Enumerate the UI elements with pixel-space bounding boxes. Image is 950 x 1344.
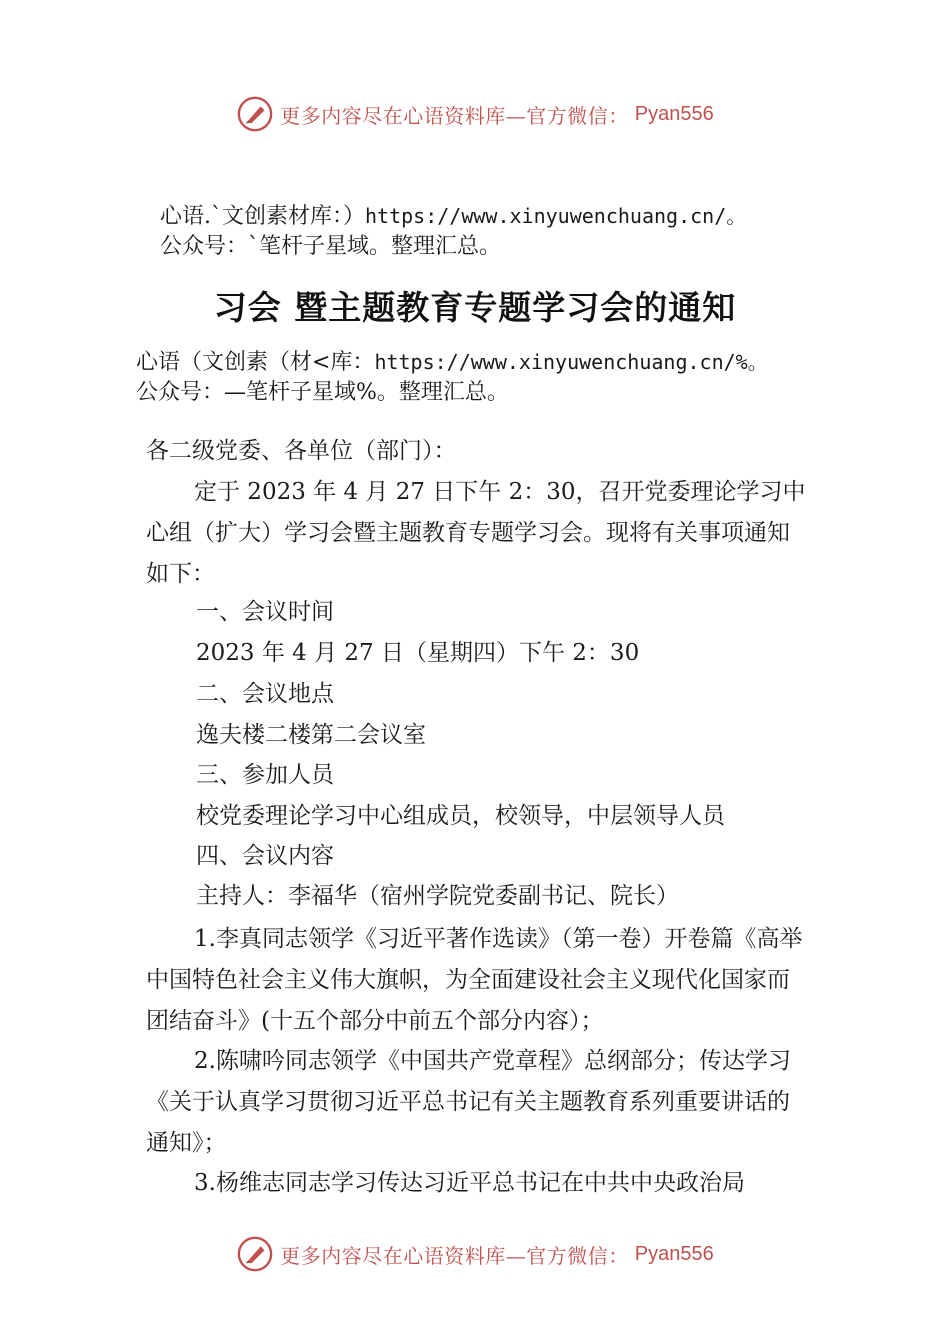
banner-contact: Pyan556 [634, 102, 714, 125]
source-note-2-prefix: 心语（文创素（材<库： [136, 350, 375, 375]
source-note-1-line2: 公众号：`笔杆子星域。整理汇总。 [160, 234, 502, 259]
agenda-item-2: 2.陈啸吟同志领学《中国共产党章程》总纲部分；传达学习《关于认真学习贯彻习近平总书记有关主题教育系列重要讲话的通知》； [146, 1048, 791, 1156]
footer-banner [0, 1232, 950, 1276]
banner-text: 更多内容尽在心语资料库—官方微信： [280, 103, 629, 128]
pen-nib-icon [236, 95, 274, 133]
source-note-1-prefix: 心语.`文创素材库：） [160, 204, 365, 229]
section-1-heading: 一、会议时间 [196, 599, 334, 625]
source-note-1-line1 [160, 201, 746, 232]
pen-nib-icon [236, 1235, 274, 1273]
section-1-content: 2023 年 4 月 27 日（星期四）下午 2：30 [196, 640, 640, 666]
header-banner [0, 92, 950, 136]
agenda-item-3: 3.杨维志同志学习传达习近平总书记在中共中央政治局 [194, 1170, 745, 1196]
source-note-2-url: https://www.xinyuwenchuang.cn/%。 [374, 350, 768, 374]
page-title: 习会 暨主题教育专题学习会的通知 [213, 288, 737, 327]
source-note-2-line1 [136, 347, 768, 378]
section-3-content: 校党委理论学习中心组成员，校领导，中层领导人员 [196, 803, 725, 829]
source-note-1-url: https://www.xinyuwenchuang.cn/。 [365, 204, 747, 228]
section-2-heading: 二、会议地点 [196, 681, 334, 707]
source-note-2-line2: 公众号：—笔杆子星域%。整理汇总。 [136, 380, 509, 405]
footer-banner-text: 更多内容尽在心语资料库—官方微信： [280, 1243, 629, 1268]
host-line: 主持人：李福华（宿州学院党委副书记、院长） [196, 883, 679, 909]
section-4-heading: 四、会议内容 [196, 843, 334, 869]
section-3-heading: 三、参加人员 [196, 762, 334, 788]
salutation: 各二级党委、各单位（部门）： [146, 438, 457, 464]
intro-paragraph: 定于 2023 年 4 月 27 日下午 2：30，召开党委理论学习中心组（扩大）学习会暨主题教育专题学习会。现将有关事项通知如下： [146, 479, 806, 587]
agenda-item-1: 1.李真同志领学《习近平著作选读》（第一卷）开卷篇《高举中国特色社会主义伟大旗帜，为全面建设社会主义现代化国家而团结奋斗》(十五个部分中前五个部分内容）； [146, 926, 803, 1034]
footer-banner-contact: Pyan556 [634, 1242, 714, 1265]
section-2-content: 逸夫楼二楼第二会议室 [196, 722, 426, 748]
